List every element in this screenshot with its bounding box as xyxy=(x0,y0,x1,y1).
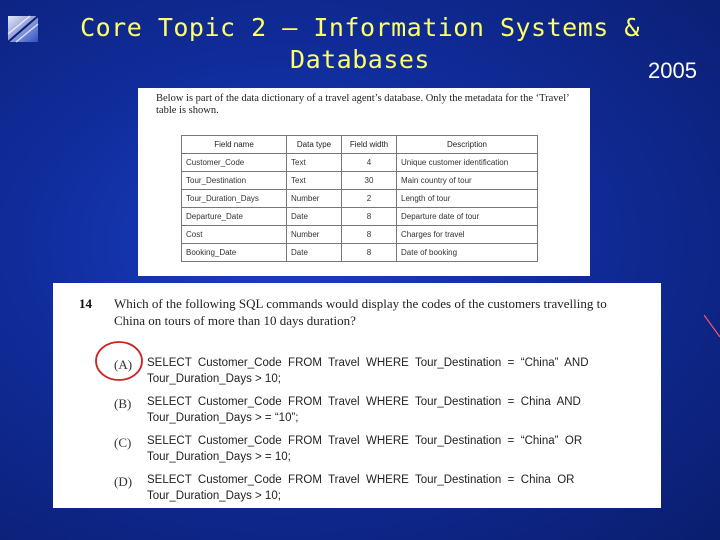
option-sql xyxy=(147,472,632,504)
option-sql-line-2: Tour_Duration_Days > 10; xyxy=(147,490,281,502)
field-name-cell: Departure_Date xyxy=(182,208,287,226)
data-dictionary-table xyxy=(181,135,538,262)
column-header: Field name xyxy=(182,136,287,154)
option-sql-line-1: SELECT Customer_Code FROM Travel WHERE Tour_Destination = “China” OR xyxy=(147,435,583,447)
description-cell: Departure date of tour xyxy=(397,208,538,226)
description-cell: Unique customer identification xyxy=(397,154,538,172)
table-row xyxy=(182,154,538,172)
option-letter: (A) xyxy=(114,357,133,372)
option-sql-line-1: SELECT Customer_Code FROM Travel WHERE Tour_Destination = China AND xyxy=(147,396,581,408)
option-sql-line-2: Tour_Duration_Days > = 10; xyxy=(147,451,291,463)
decorative-line xyxy=(704,315,720,337)
column-header: Description xyxy=(397,136,538,154)
description-cell: Length of tour xyxy=(397,190,538,208)
table-row xyxy=(182,190,538,208)
slide-logo-icon xyxy=(6,14,40,44)
field-name-cell: Cost xyxy=(182,226,287,244)
table-row xyxy=(182,172,538,190)
slide-title xyxy=(40,12,680,76)
data-type-cell: Date xyxy=(287,208,342,226)
description-cell: Main country of tour xyxy=(397,172,538,190)
option-sql-line-1: SELECT Customer_Code FROM Travel WHERE Tour_Destination = “China” AND xyxy=(147,357,589,369)
option-sql-line-2: Tour_Duration_Days > = “10”; xyxy=(147,412,299,424)
field-width-cell: 8 xyxy=(342,226,397,244)
column-header: Data type xyxy=(287,136,342,154)
option-letter: (B) xyxy=(114,396,132,411)
question-panel xyxy=(53,283,661,508)
option-sql-line-2: Tour_Duration_Days > 10; xyxy=(147,373,281,385)
field-width-cell: 30 xyxy=(342,172,397,190)
data-type-cell: Number xyxy=(287,226,342,244)
data-type-cell: Date xyxy=(287,244,342,262)
exam-year: 2005 xyxy=(648,58,697,83)
data-dictionary-panel xyxy=(138,88,590,276)
data-type-cell: Text xyxy=(287,172,342,190)
option-sql-line-1: SELECT Customer_Code FROM Travel WHERE Tour_Destination = China OR xyxy=(147,474,575,486)
question-text: Which of the following SQL commands would display the codes of the customers travelling to China on tours of more than 10 days duration? xyxy=(114,296,607,328)
question-number: 14 xyxy=(79,296,92,311)
field-width-cell: 2 xyxy=(342,190,397,208)
field-width-cell: 4 xyxy=(342,154,397,172)
field-width-cell: 8 xyxy=(342,244,397,262)
answer-highlight-circle xyxy=(93,339,145,383)
table-row xyxy=(182,226,538,244)
title-line-2: Databases xyxy=(290,45,430,74)
column-header: Field width xyxy=(342,136,397,154)
dictionary-intro: Below is part of the data dictionary of a travel agent’s database. Only the metadata for the ‘Travel’ table is shown. xyxy=(156,93,569,116)
description-cell: Date of booking xyxy=(397,244,538,262)
option-sql xyxy=(147,394,632,426)
option-sql xyxy=(147,433,632,465)
table-row xyxy=(182,208,538,226)
option-letter: (D) xyxy=(114,474,133,489)
field-name-cell: Booking_Date xyxy=(182,244,287,262)
option-sql xyxy=(147,355,632,387)
field-name-cell: Customer_Code xyxy=(182,154,287,172)
option-letter: (C) xyxy=(114,435,132,450)
table-row xyxy=(182,244,538,262)
table-header-row xyxy=(182,136,538,154)
description-cell: Charges for travel xyxy=(397,226,538,244)
field-width-cell: 8 xyxy=(342,208,397,226)
data-type-cell: Number xyxy=(287,190,342,208)
data-type-cell: Text xyxy=(287,154,342,172)
field-name-cell: Tour_Destination xyxy=(182,172,287,190)
field-name-cell: Tour_Duration_Days xyxy=(182,190,287,208)
title-line-1: Core Topic 2 – Information Systems & xyxy=(80,13,640,42)
